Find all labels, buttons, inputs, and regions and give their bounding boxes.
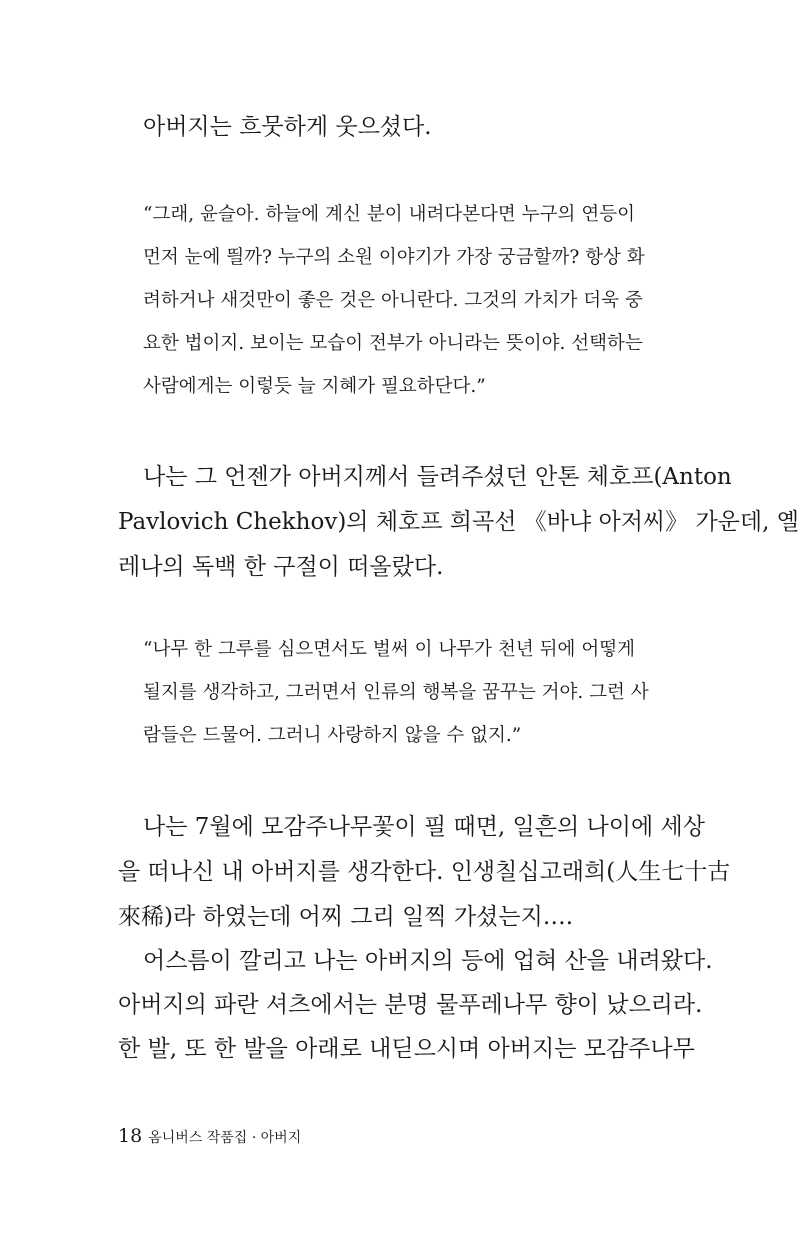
quote-2-line-1: “나무 한 그루를 심으면서도 벌써 이 나무가 천년 뒤에 어떻게 [143,639,635,660]
quote-1-line-4: 요한 법이지. 보이는 모습이 전부가 아니라는 뜻이야. 선택하는 [143,333,643,354]
paragraph-2-line-1: 나는 그 언젠가 아버지께서 들려주셨던 안톤 체호프(Anton [143,464,732,490]
page-number: 18 [118,1125,143,1147]
paragraph-1-line-1: 아버지는 흐뭇하게 웃으셨다. [143,114,432,140]
paragraph-2-line-3: 레나의 독백 한 구절이 떠올랐다. [118,554,444,580]
paragraph-3-line-6: 한 발, 또 한 발을 아래로 내딛으시며 아버지는 모감주나무 [118,1036,695,1062]
running-title: 옴니버스 작품집 · 아버지 [148,1130,302,1146]
quote-1-line-2: 먼저 눈에 띌까? 누구의 소원 이야기가 가장 궁금할까? 항상 화 [143,247,645,268]
paragraph-3-line-4: 어스름이 깔리고 나는 아버지의 등에 업혀 산을 내려왔다. [143,948,713,974]
quote-2-line-3: 람들은 드물어. 그러니 사랑하지 않을 수 없지.” [143,725,522,746]
quote-1-line-1: “그래, 윤슬아. 하늘에 계신 분이 내려다본다면 누구의 연등이 [143,204,635,225]
paragraph-3-line-5: 아버지의 파란 셔츠에서는 분명 물푸레나무 향이 났으리라. [118,992,703,1018]
paragraph-3-line-2: 을 떠나신 내 아버지를 생각한다. 인생칠십고래희(人生七十古 [118,859,731,885]
paragraph-2-line-2: Pavlovich Chekhov)의 체호프 희곡선 《바냐 아저씨》 가운데, 옐 [118,509,799,535]
quote-1-line-5: 사람에게는 이렇듯 늘 지혜가 필요하단다.” [143,376,486,397]
paragraph-3-line-1: 나는 7월에 모감주나무꽃이 필 때면, 일흔의 나이에 세상 [143,814,705,840]
page-footer [118,1124,301,1150]
quote-1-line-3: 려하거나 새것만이 좋은 것은 아니란다. 그것의 가치가 더욱 중 [143,290,643,311]
quote-2-line-2: 될지를 생각하고, 그러면서 인류의 행복을 꿈꾸는 거야. 그런 사 [143,682,649,703]
paragraph-3-line-3: 來稀)라 하였는데 어찌 그리 일찍 가셨는지…. [118,904,574,930]
